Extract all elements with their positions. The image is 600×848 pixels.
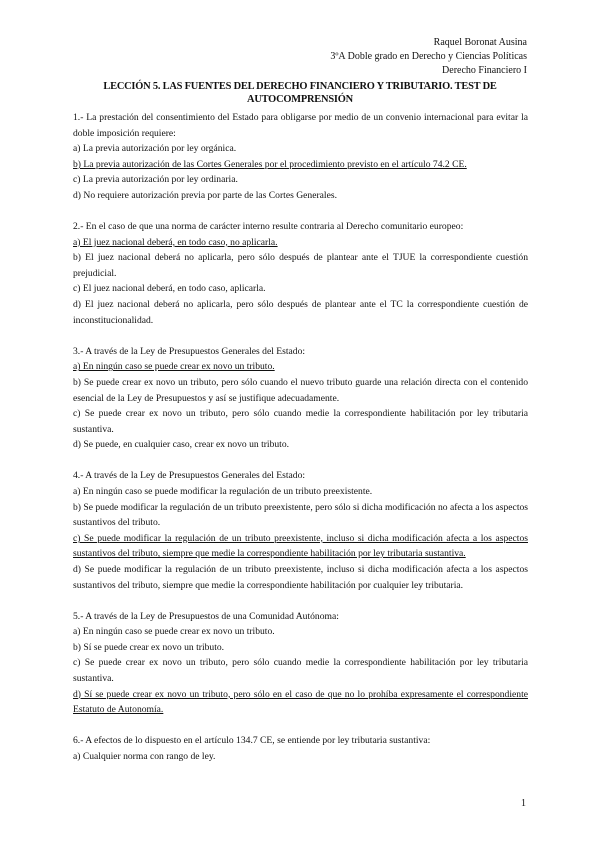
question-2 <box>73 219 528 328</box>
question-stem: 3.- A través de la Ley de Presupuestos Generales del Estado: <box>73 345 306 357</box>
question-3 <box>73 344 528 453</box>
question-6 <box>73 733 528 764</box>
question-stem: 2.- En el caso de que una norma de carácter interno resulte contraria al Derecho comunitario europeo: <box>73 221 464 233</box>
option-b: b) Se puede modificar la regulación de un tributo preexistente, pero sólo si dicha modificación no afecta a los aspectos sustantivos del tributo. <box>73 501 529 529</box>
option-a-answer: a) El juez nacional deberá, en todo caso, no aplicarla. <box>73 236 278 248</box>
page-number: 1 <box>521 798 526 809</box>
option-c-answer: c) Se puede modificar la regulación de un tributo preexistente, incluso si dicha modificación afecta a los aspectos sustantivos del tributo, siempre que medie la correspondiente habilitación por ley tributaria sustantiva. <box>73 532 528 560</box>
question-4 <box>73 468 528 593</box>
question-stem: 6.- A efectos de lo dispuesto en el artículo 134.7 CE, se entiende por ley tributaria sustantiva: <box>73 735 431 747</box>
option-a: a) Cualquier norma con rango de ley. <box>73 750 216 762</box>
question-stem: 5.- A través de la Ley de Presupuestos de una Comunidad Autónoma: <box>73 610 339 622</box>
option-b: b) El juez nacional deberá no aplicarla, pero sólo después de plantear ante el TJUE la correspondiente cuestión prejudicial. <box>73 252 528 279</box>
option-d: d) Se puede modificar la regulación de un tributo preexistente, incluso si dicha modificación afecta a los aspectos sustantivos del tributo, siempre que medie la correspondiente habilitación por cualquier ley tributaria. <box>73 563 528 591</box>
option-a: a) En ningún caso se puede modificar la regulación de un tributo preexistente. <box>73 485 373 497</box>
question-1 <box>73 110 528 204</box>
option-c: c) Se puede crear ex novo un tributo, pero sólo cuando medie la correspondiente habilitación por ley tributaria sustantiva. <box>73 408 528 435</box>
option-a-answer: a) En ningún caso se puede crear ex novo un tributo. <box>73 361 275 373</box>
header-author: Raquel Boronat Ausina <box>433 37 527 48</box>
option-d: d) El juez nacional deberá no aplicarla, pero sólo después de plantear ante el TC la correspondiente cuestión de inconstitucionalidad. <box>73 299 528 326</box>
option-b: b) Sí se puede crear ex novo un tributo. <box>73 641 225 653</box>
option-c: c) El juez nacional deberá, en todo caso, aplicarla. <box>73 283 266 295</box>
option-d: d) Se puede, en cualquier caso, crear ex novo un tributo. <box>73 439 290 451</box>
question-stem: 1.- La prestación del consentimiento del Estado para obligarse por medio de un convenio internacional para evitar la doble imposición requiere: <box>73 112 528 139</box>
option-b-answer: b) La previa autorización de las Cortes Generales por el procedimiento previsto en el artículo 74.2 CE. <box>73 158 467 170</box>
header-course: 3ºA Doble grado en Derecho y Ciencias Políticas <box>330 51 527 62</box>
option-c: c) Se puede crear ex novo un tributo, pero sólo cuando medie la correspondiente habilitación por ley tributaria sustantiva. <box>73 657 528 684</box>
question-stem: 4.- A través de la Ley de Presupuestos Generales del Estado: <box>73 470 306 482</box>
option-a: a) En ningún caso se puede crear ex novo un tributo. <box>73 626 275 638</box>
option-a: a) La previa autorización por ley orgánica. <box>73 143 237 155</box>
option-b: b) Se puede crear ex novo un tributo, pero sólo cuando el nuevo tributo guarde una relación directa con el contenido esencial de la Ley de Presupuestos y así se justifique adecuadamente. <box>73 376 528 404</box>
option-d: d) No requiere autorización previa por parte de las Cortes Generales. <box>73 189 337 201</box>
option-c: c) La previa autorización por ley ordinaria. <box>73 174 238 186</box>
document-title: LECCIÓN 5. LAS FUENTES DEL DERECHO FINANCIERO Y TRIBUTARIO. TEST DE AUTOCOMPRENSIÓN <box>103 81 497 105</box>
header-subject: Derecho Financiero I <box>442 65 527 76</box>
questions-body <box>73 110 528 780</box>
question-5 <box>73 609 528 718</box>
option-d-answer: d) Sí se puede crear ex novo un tributo, pero sólo en el caso de que no lo prohíba expresamente el correspondiente Estatuto de Autonomía. <box>73 688 528 716</box>
page-header <box>330 36 527 78</box>
